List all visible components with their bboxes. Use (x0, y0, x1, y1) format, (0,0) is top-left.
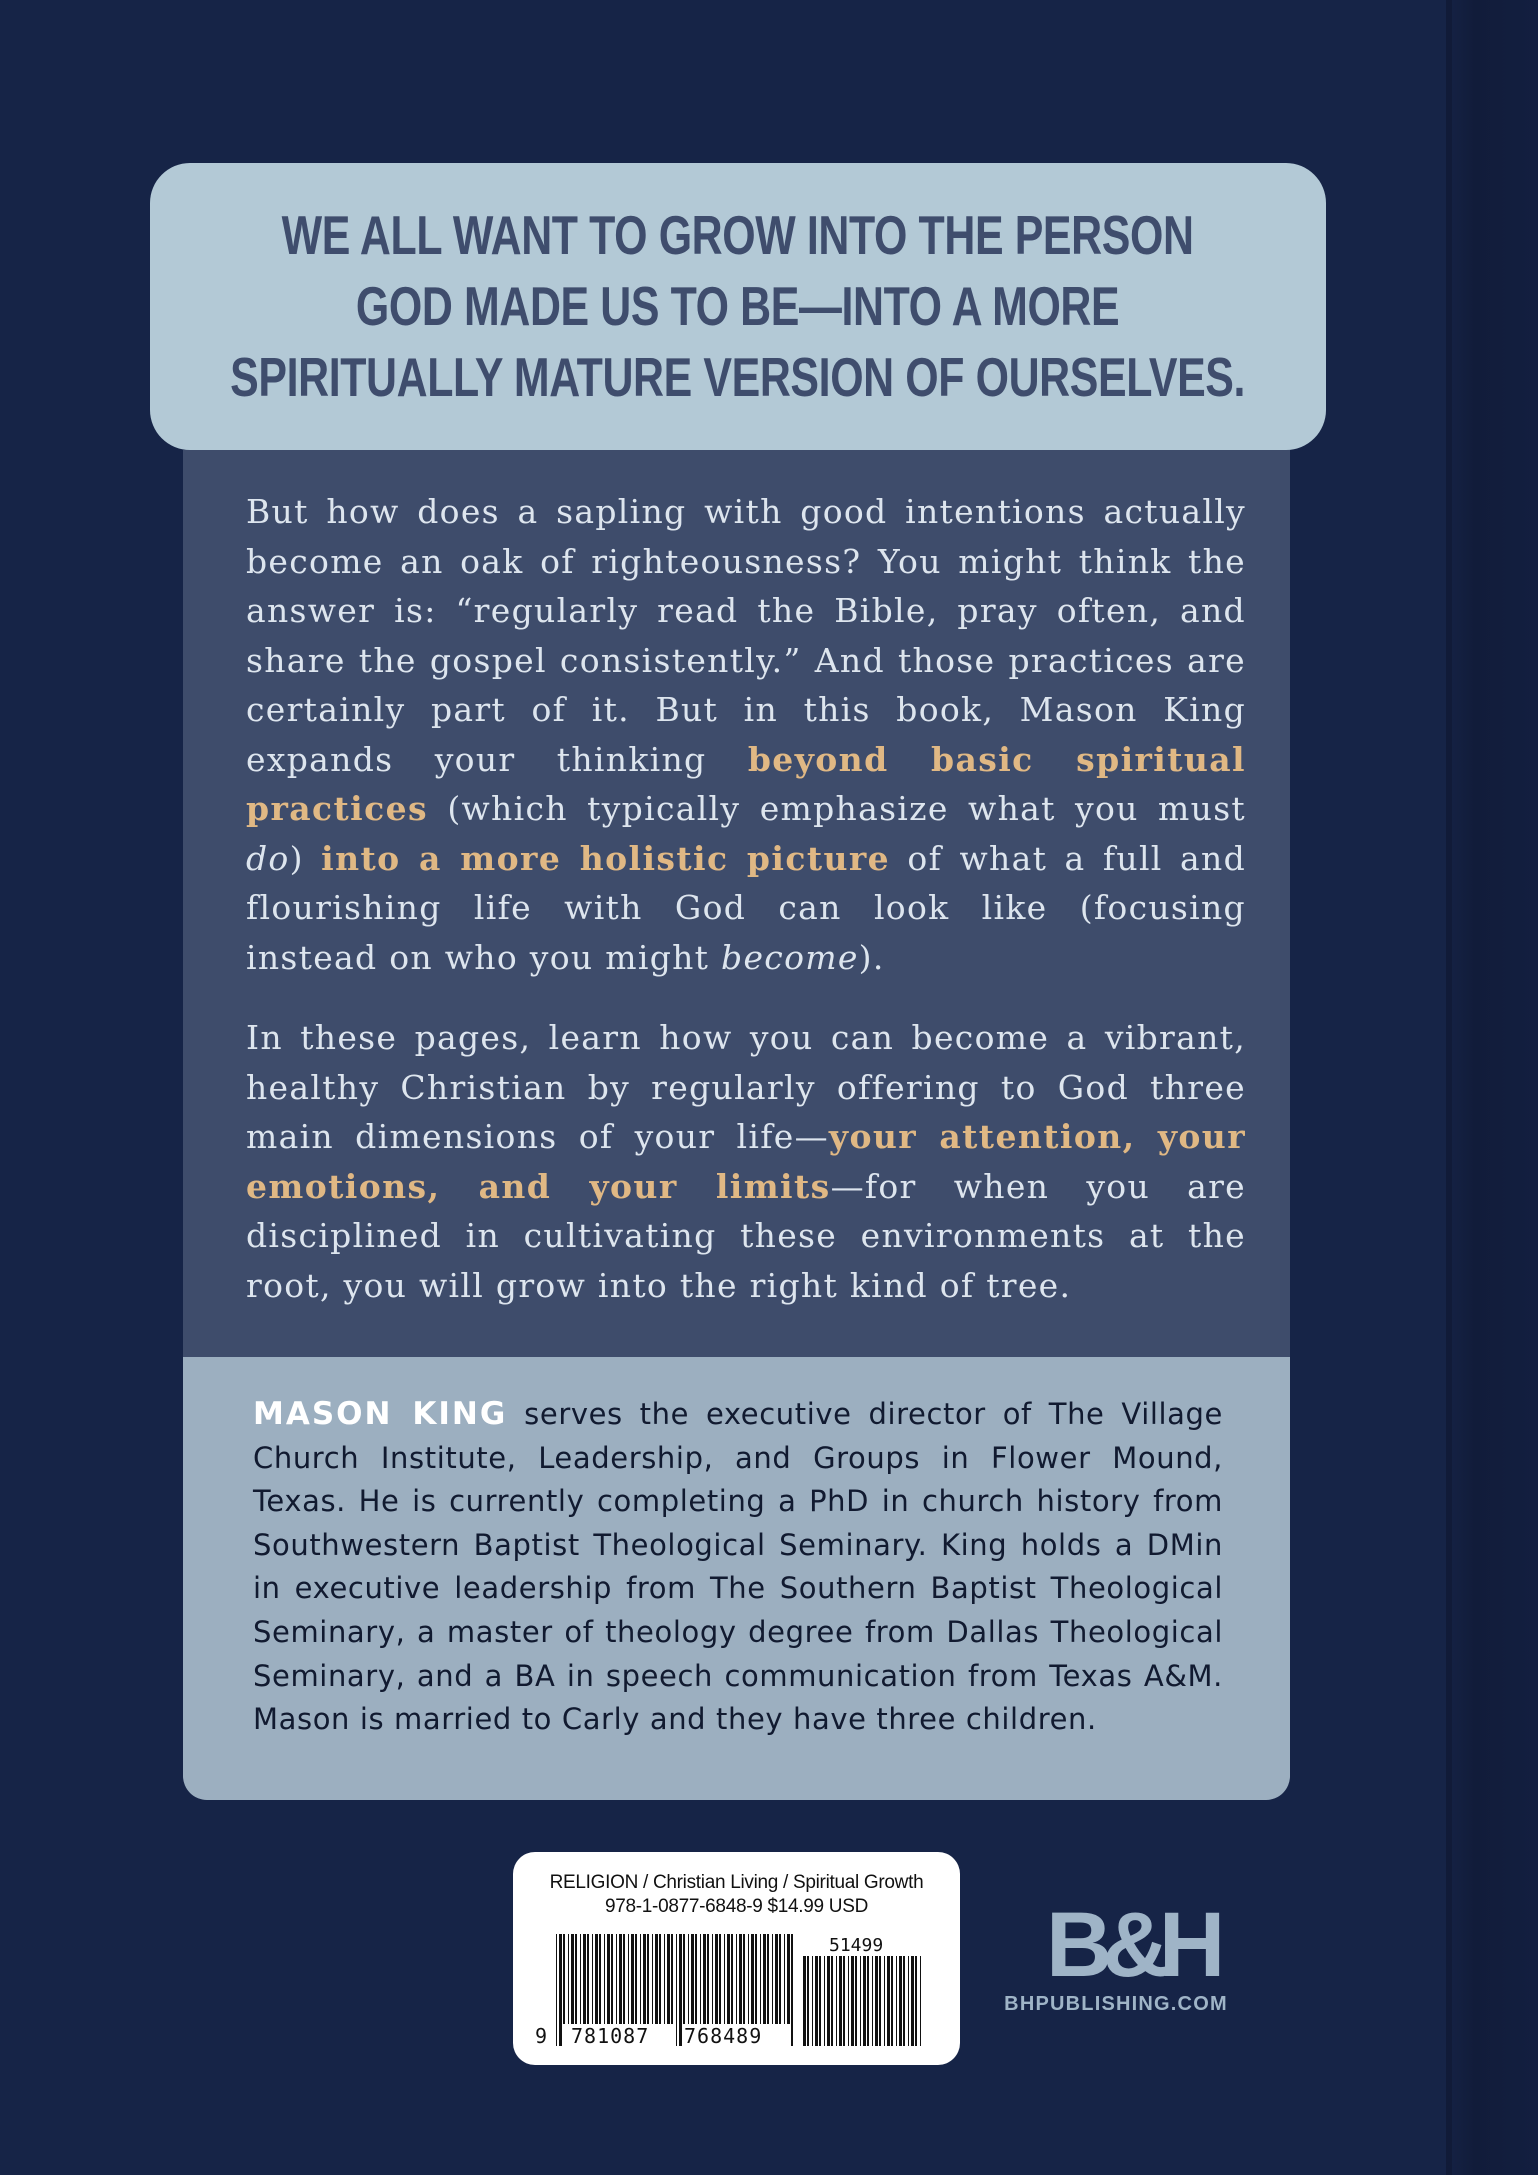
author-bio-text: serves the executive director of The Village Church Institute, Leadership, and Groups in Flower Mound, Texas. He is currently completing a PhD in church history from Southwestern Baptist Theological Seminary. King holds a DMin in executive leadership from The Southern Baptist Theological Seminary, a master of theology degree from Dallas Theological Seminary, and a BA in speech communication from Texas A&M. Mason is married to Carly and they have three children. (253, 1397, 1223, 1737)
headline-line-2: GOD MADE US TO BE—INTO A MORE (356, 275, 1120, 337)
barcode-addon-bar (848, 1956, 849, 2046)
barcode-addon-bar (807, 1956, 809, 2046)
barcode-addon-bar (899, 1956, 902, 2046)
spine-shadow (1448, 0, 1538, 2175)
barcode-addon-bar (915, 1956, 917, 2046)
barcode-bar (655, 1934, 658, 2024)
barcode-bar (715, 1934, 718, 2024)
barcode-bar (556, 1934, 557, 2046)
barcode-bar (784, 1934, 785, 2024)
barcode-bar (635, 1934, 637, 2024)
barcode-addon-bar (860, 1956, 861, 2046)
highlight-run: your attention, your emotions, and your limits (246, 1117, 1246, 1206)
barcode-addon-bar (839, 1956, 842, 2046)
barcode-bar (676, 1934, 677, 2046)
barcode-bar (583, 1934, 586, 2024)
barcode-bar (719, 1934, 721, 2024)
barcode-bar (607, 1934, 610, 2024)
barcode-bar (575, 1934, 577, 2024)
barcode-bar (700, 1934, 701, 2024)
barcode-bar (592, 1934, 593, 2024)
publisher-logo (988, 1894, 1244, 2025)
barcode-digits-left: 781087 (571, 2024, 650, 2048)
barcode-digits-right: 768489 (684, 2024, 763, 2048)
barcode-addon-bar (831, 1956, 833, 2046)
barcode-bar (611, 1934, 613, 2024)
barcode-bar (559, 1934, 562, 2046)
headline-banner (150, 163, 1326, 450)
barcode-bar (563, 1934, 565, 2024)
barcode-bar (748, 1934, 749, 2024)
isbn-price: 978-1-0877-6848-9 $14.99 USD (604, 1896, 869, 1917)
barcode-addon-bar (863, 1956, 866, 2046)
italic-run: do (246, 838, 290, 878)
barcode-addon-bar (843, 1956, 845, 2046)
publisher-url: BHPUBLISHING.COM (1004, 1993, 1228, 2015)
text-run: —for when you are disciplined in cultivating these environments at the root, you will grow into the right kind of tree. (246, 1166, 1246, 1305)
barcode-addon-bar (836, 1956, 837, 2046)
barcode-addon-bar (903, 1956, 905, 2046)
barcode-bar (604, 1934, 605, 2024)
barcode-addon-bar (908, 1956, 909, 2046)
barcode-box (513, 1852, 960, 2065)
barcode-bar (599, 1934, 601, 2024)
barcode-bar (736, 1934, 737, 2024)
barcode-addon-bar (879, 1956, 881, 2046)
barcode-bar (763, 1934, 766, 2024)
barcode-bar (679, 1934, 682, 2046)
text-run: ) (289, 838, 322, 878)
barcode-bar (652, 1934, 653, 2024)
bisac-category: RELIGION / Christian Living / Spiritual Growth (549, 1872, 924, 1893)
highlight-run: into a more holistic picture (321, 838, 891, 878)
text-run: ). (858, 937, 885, 977)
description-panel (183, 450, 1290, 1357)
barcode-addon-bar (824, 1956, 825, 2046)
barcode-addon-bar (815, 1956, 818, 2046)
text-run: But how does a sapling with good intentions actually become an oak of righteousness? You might think the answer is: “regularly read the Bible, pray often, and share the gospel consistently.” And those practices are certainly part of it. But in this book, Mason King expands your thinking (246, 492, 1246, 779)
text-run: (which typically emphasize what you must (427, 789, 1246, 828)
barcode-addon-bar (812, 1956, 813, 2046)
barcode-bar (739, 1934, 742, 2024)
barcode-addon-bar (896, 1956, 897, 2046)
barcode-bar (791, 1934, 793, 2046)
barcode-addon-bar (851, 1956, 854, 2046)
barcode-bar (731, 1934, 733, 2024)
barcode-addon-bar (911, 1956, 914, 2046)
barcode-bar (667, 1934, 670, 2024)
barcode-addon-bar (867, 1956, 869, 2046)
barcode-bar (712, 1934, 713, 2024)
barcode-bar (659, 1934, 661, 2024)
author-bio-panel (183, 1357, 1290, 1800)
barcode-bar (628, 1934, 629, 2024)
barcode-bar (775, 1934, 778, 2024)
barcode-bar (640, 1934, 641, 2024)
barcode-addon-number: 51499 (829, 1935, 884, 1956)
barcode-addon-bar (803, 1956, 806, 2046)
barcode-bar (751, 1934, 754, 2024)
author-bio (253, 1393, 1223, 1742)
barcode-lead-digit: 9 (535, 2024, 549, 2048)
barcode-bar (647, 1934, 649, 2024)
barcode-bar (595, 1934, 598, 2024)
barcode-bar (568, 1934, 569, 2024)
barcode-bar (664, 1934, 665, 2024)
barcode-addon-bar (884, 1956, 885, 2046)
barcode-bar (772, 1934, 773, 2024)
barcode-addon-bar (872, 1956, 873, 2046)
barcode-addon-bar (887, 1956, 890, 2046)
barcode-bar (755, 1934, 757, 2024)
barcode-addon-bar (891, 1956, 893, 2046)
barcode-bar (703, 1934, 706, 2024)
headline (231, 200, 1246, 413)
barcode-bar (683, 1934, 685, 2024)
barcode-addon-bar (819, 1956, 821, 2046)
text-run: of what a full and flourishing life with God can look like (focusing instead on who you might (246, 838, 1247, 977)
italic-run: become (721, 937, 859, 977)
highlight-run: beyond basic spiritual practices (246, 739, 1246, 828)
headline-line-3: SPIRITUALLY MATURE VERSION OF OURSELVES. (230, 346, 1246, 408)
barcode-addon-bar (920, 1956, 921, 2046)
barcode-bar (691, 1934, 694, 2024)
barcode-bar (643, 1934, 646, 2024)
description-paragraph-1 (246, 487, 1246, 982)
barcode-bar (767, 1934, 769, 2024)
description-paragraph-2 (246, 1013, 1246, 1310)
barcode-bar (707, 1934, 709, 2024)
barcode-bar (695, 1934, 697, 2024)
barcode-bar (623, 1934, 625, 2024)
barcode-bar (727, 1934, 730, 2024)
barcode-bar (587, 1934, 589, 2024)
barcode-bar (724, 1934, 725, 2024)
barcode-bar (743, 1934, 745, 2024)
barcode-bar (580, 1934, 581, 2024)
barcode-addon-bar (827, 1956, 830, 2046)
author-name: MASON KING (253, 1396, 508, 1432)
barcode-bar (760, 1934, 761, 2024)
barcode-bar (787, 1934, 790, 2024)
barcode-addon-bar (875, 1956, 878, 2046)
barcode-bar (779, 1934, 781, 2024)
bh-logo-mark: B&H (1046, 1894, 1216, 1996)
headline-line-1: WE ALL WANT TO GROW INTO THE PERSON (282, 204, 1194, 266)
barcode-addon-bar (855, 1956, 857, 2046)
spine-fold-line (1446, 0, 1452, 2175)
text-run: In these pages, learn how you can become a vibrant, healthy Christian by regularly offering to God three main dimensions of your life— (246, 1018, 1246, 1156)
barcode-bar (571, 1934, 574, 2024)
barcode-bar (631, 1934, 634, 2024)
barcode-bar (619, 1934, 622, 2024)
barcode-bar (616, 1934, 617, 2024)
barcode-bar (688, 1934, 689, 2024)
barcode-bar (671, 1934, 673, 2024)
